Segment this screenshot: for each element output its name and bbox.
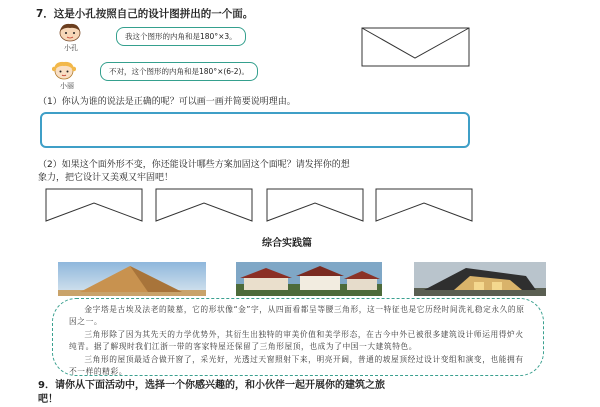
architecture-info-box [52, 298, 544, 376]
blank-design-shape-3[interactable] [265, 187, 365, 223]
boy-name-label: 小孔 [64, 44, 78, 52]
li-speech-bubble: 不对，这个图形的内角和是180°×(6-2)。 [100, 62, 258, 81]
info-paragraph-1: 金字塔是古埃及法老的陵墓，它的形状像“金”字，从四面看都呈等腰三角形，这一特征也是它历经时间洗礼稳定永久的原因之一。 [69, 305, 525, 327]
question-7-part-1: （1）你认为谁的说法是正确的呢？可以画一画并简要说明理由。 [38, 97, 296, 107]
girl-avatar-icon [52, 60, 76, 80]
kong-speech-bubble: 我这个图形的内角和是180°×3。 [116, 27, 246, 46]
question-9-line-2: 吧！ [38, 394, 58, 405]
answer-box[interactable] [40, 112, 470, 148]
girl-name-label: 小丽 [60, 82, 74, 90]
pyramid-photo [58, 262, 206, 296]
question-7-part-2-line-1: （2）如果这个面外形不变，你还能设计哪些方案加固这个面呢？请发挥你的想 [38, 160, 350, 170]
blank-design-shape-4[interactable] [374, 187, 474, 223]
boy-avatar-icon [58, 22, 82, 42]
blank-design-shape-1[interactable] [44, 187, 144, 223]
village-photo [236, 262, 382, 296]
modern-house-photo [414, 262, 546, 296]
section-title: 综合实践篇 [262, 238, 312, 249]
hexagon-design-figure [360, 26, 472, 68]
question-9-line-1: 9．请你从下面活动中，选择一个你感兴趣的，和小伙伴一起开展你的建筑之旅 [38, 380, 385, 391]
question-7-stem: 7．这是小孔按照自己的设计图拼出的一个面。 [36, 8, 254, 20]
info-paragraph-3: 三角形的屋顶最适合做开窗了，采光好，光透过天窗照射下来，明亮开阔，普通的坡屋顶经过设计变组和演变，也能拥有不一样的精彩。 [69, 354, 524, 377]
blank-design-shape-2[interactable] [154, 187, 254, 223]
question-7-part-2-line-2: 象力，把它设计又美观又牢固吧！ [38, 173, 174, 183]
info-paragraph-2: 三角形除了因为其先天的力学优势外，其衍生出独特的审美价值和美学形态，在古今中外已被很多建筑设计师运用得炉火纯青。据了解现时我们江浙一带的客家特屋还保留了三角形屋顶，也成为了中国一大建筑特色。 [69, 329, 524, 352]
